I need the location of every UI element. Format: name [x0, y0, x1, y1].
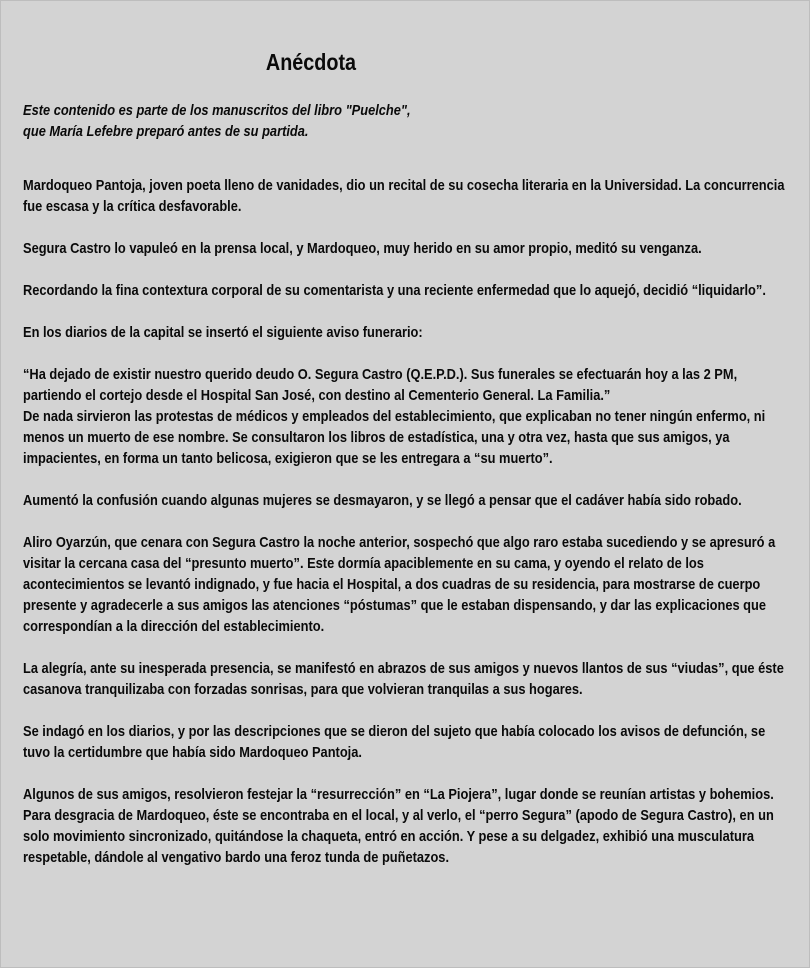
- intro-line: Este contenido es parte de los manuscritos del libro "Puelche",: [23, 103, 411, 119]
- paragraph: Mardoqueo Pantoja, joven poeta lleno de vanidades, dio un recital de su cosecha literaria en la Universidad. La concurrencia fue escasa y la crítica desfavorable.: [23, 178, 785, 215]
- paragraph: Aumentó la confusión cuando algunas mujeres se desmayaron, y se llegó a pensar que el cadáver había sido robado.: [23, 493, 742, 509]
- paragraph: Algunos de sus amigos, resolvieron festejar la “resurrección” en “La Piojera”, lugar donde se reunían artistas y bohemios. Para desgracia de Mardoqueo, éste se encontraba en el local, y al verlo, el “perro Segura” (apodo de Segura Castro), en un solo movimiento sincronizado, quitándose la chaqueta, entró en acción. Y pese a su delgadez, exhibió una musculatura respetable, dándole al vengativo bardo una feroz tunda de puñetazos.: [23, 787, 774, 866]
- story-body: [23, 176, 789, 890]
- page-title: Anécdota: [265, 49, 357, 75]
- funeral-notice-quote: “Ha dejado de existir nuestro querido deudo O. Segura Castro (Q.E.P.D.). Sus funerales se efectuarán hoy a las 2 PM, partiendo el cortejo desde el Hospital San José, con destino al Cementerio General. La Familia.”: [23, 367, 738, 404]
- paragraph: Aliro Oyarzún, que cenara con Segura Castro la noche anterior, sospechó que algo raro estaba sucediendo y se apresuró a visitar la cercana casa del “presunto muerto”. Este dormía apaciblemente en su cama, y oyendo el relato de los acontecimientos se levantó indignado, y fue hacia el Hospital, a dos cuadras de su residencia, para mostrarse de cuerpo presente y agradecerle a sus amigos las atenciones “póstumas” que le estaban dispensando, y dar las explicaciones que correspondían a la dirección del establecimiento.: [23, 535, 776, 635]
- paragraph: De nada sirvieron las protestas de médicos y empleados del establecimiento, que explicaban no tener ningún enfermo, ni menos un muerto de ese nombre. Se consultaron los libros de estadística, una y otra vez, hasta que sus amigos, ya impacientes, en forma un tanto belicosa, exigieron que se les entregara a “su muerto”.: [23, 409, 766, 467]
- paragraph: Segura Castro lo vapuleó en la prensa local, y Mardoqueo, muy herido en su amor propio, meditó su venganza.: [23, 241, 702, 257]
- intro-line: que María Lefebre preparó antes de su partida.: [23, 124, 309, 140]
- paragraph: Se indagó en los diarios, y por las descripciones que se dieron del sujeto que había colocado los avisos de defunción, se tuvo la certidumbre que había sido Mardoqueo Pantoja.: [23, 724, 766, 761]
- paragraph: En los diarios de la capital se insertó el siguiente aviso funerario:: [23, 325, 423, 341]
- paragraph: La alegría, ante su inesperada presencia, se manifestó en abrazos de sus amigos y nuevos llantos de sus “viudas”, que éste casanova tranquilizaba con forzadas sonrisas, para que volvieran tranquilas a sus hogares.: [23, 661, 784, 698]
- intro-note: [23, 101, 481, 143]
- paragraph: Recordando la fina contextura corporal de su comentarista y una reciente enfermedad que lo aquejó, decidió “liquidarlo”.: [23, 283, 766, 299]
